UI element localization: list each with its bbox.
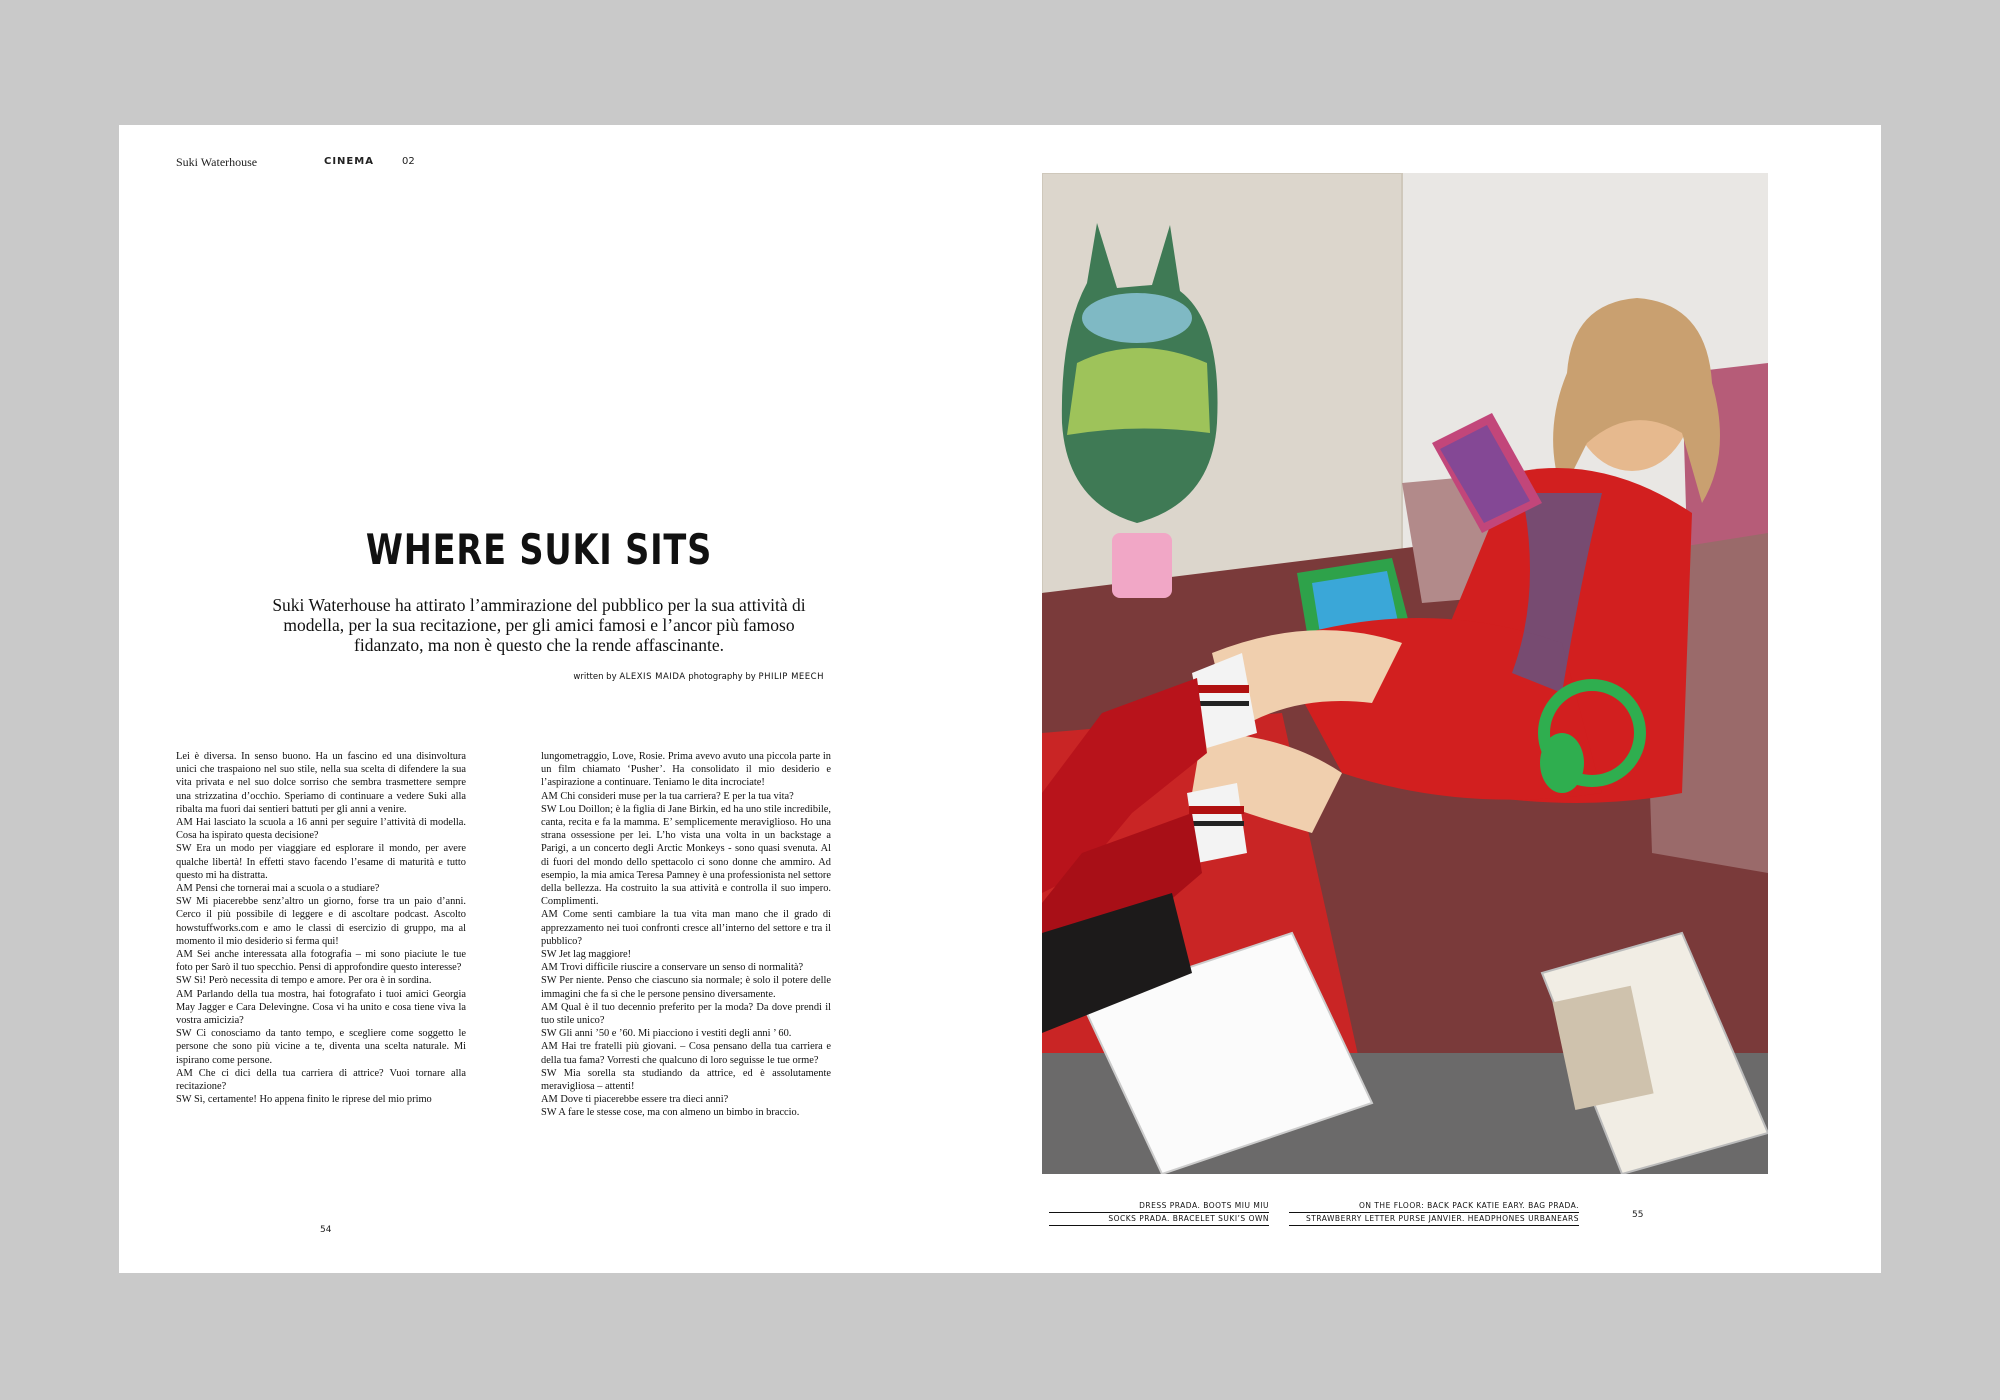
body-paragraph: SW Mi piacerebbe senz’altro un giorno, forse tra un paio d’anni. Cerco il più possibile di leggere e di ascoltare podcast. Ascolto howstuffworks.com e amo le classi di esercizio di gruppo, ma al momento il mio desiderio si ferma qui! (176, 896, 466, 947)
body-paragraph: SW Era un modo per viaggiare ed esplorare il mondo, per avere qualche libertà! In effetti stavo facendo l’esame di maturità e tutto questo mi ha distratta. (176, 843, 466, 881)
page-number-right: 55 (1632, 1210, 1644, 1220)
body-paragraph: AM Chi consideri muse per la tua carriera? E per la tua vita? (541, 790, 794, 802)
caption-line: SOCKS PRADA. BRACELET SUKI’S OWN (1049, 1213, 1269, 1226)
article-title: WHERE SUKI SITS (365, 525, 713, 574)
article-credits (254, 672, 824, 682)
body-paragraph: SW A fare le stesse cose, ma con almeno un bimbo in braccio. (541, 1107, 800, 1119)
credit-photographer: PHILIP MEECH (758, 672, 824, 682)
caption-line: ON THE FLOOR: BACK PACK KATIE EARY. BAG PRADA. (1289, 1200, 1579, 1213)
body-paragraph: SW Jet lag maggiore! (541, 949, 632, 961)
body-paragraph: AM Qual è il tuo decennio preferito per la moda? Da dove prendi il tuo stile unico? (541, 1001, 831, 1027)
photo-caption-outfit (1049, 1200, 1269, 1226)
body-paragraph: SW Per niente. Penso che ciascuno sia normale; è solo il potere delle immagini che fa sì che le persone pensino diversamente. (541, 975, 831, 1000)
caption-line: DRESS PRADA. BOOTS MIU MIU (1049, 1200, 1269, 1213)
body-paragraph: AM Trovi difficile riuscire a conservare un senso di normalità? (541, 962, 804, 974)
credit-written-by-label: written by (573, 672, 617, 682)
body-paragraph: SW Ci conosciamo da tanto tempo, e scegliere come soggetto le persone che sono più vicine a te, diventa una scelta naturale. Mi ispirano come persone. (176, 1028, 466, 1066)
body-paragraph: SW Gli anni ’50 e ’60. Mi piacciono i vestiti degli anni ’ 60. (541, 1028, 792, 1040)
body-paragraph: SW Sì! Però necessita di tempo e amore. Per ora è in sordina. (176, 975, 432, 987)
header-section-number: 02 (402, 156, 415, 167)
body-column-right (541, 750, 831, 1120)
body-paragraph: Lei è diversa. In senso buono. Ha un fascino ed una disinvoltura unici che traspaiono nel suo stile, nella sua scelta di difendere la sua vita privata e nel suo dolce sorriso che sembra trasmettere sempre una strizzatina d’occhio. Speriamo di continuare a vedere Suki alla ribalta ma fuori dai sentieri battuti per gli anni a venire. (176, 751, 466, 815)
body-paragraph: lungometraggio, Love, Rosie. Prima avevo avuto una piccola parte in un film chiamato ‘Pusher’. Ha consolidato il mio desiderio e l’aspirazione a continuare. Teniamo le dita incrociate! (541, 751, 831, 789)
body-paragraph: AM Che ci dici della tua carriera di attrice? Vuoi tornare alla recitazione? (176, 1067, 466, 1093)
body-paragraph: AM Hai tre fratelli più giovani. – Cosa pensano della tua carriera e della tua fama? Vorresti che qualcuno di loro seguisse le tue orme? (541, 1041, 831, 1066)
credit-photography-by-label: photography by (688, 672, 756, 682)
body-paragraph: AM Dove ti piacerebbe essere tra dieci anni? (541, 1094, 729, 1106)
photo-caption-floor (1289, 1200, 1579, 1226)
body-paragraph: AM Pensi che tornerai mai a scuola o a studiare? (176, 883, 380, 895)
body-paragraph: SW Mia sorella sta studiando da attrice, ed è assolutamente meravigliosa – attenti! (541, 1067, 831, 1093)
header-subject-name: Suki Waterhouse (176, 155, 258, 169)
body-paragraph: AM Sei anche interessata alla fotografia – mi sono piaciute le tue foto per Sarò il tuo specchio. Pensi di approfondire questo interesse? (176, 949, 466, 974)
editorial-photo (1042, 173, 1768, 1174)
caption-line: STRAWBERRY LETTER PURSE JANVIER. HEADPHONES URBANEARS (1289, 1213, 1579, 1226)
body-paragraph: SW Sì, certamente! Ho appena finito le riprese del mio primo (176, 1094, 432, 1106)
magazine-spread (119, 125, 1881, 1273)
page-number-left: 54 (320, 1225, 332, 1235)
header-section-label: CINEMA (324, 156, 374, 167)
body-paragraph: AM Parlando della tua mostra, hai fotografato i tuoi amici Georgia May Jagger e Cara Delevingne. Cosa vi ha unito e cosa tiene viva la vostra amicizia? (176, 988, 466, 1027)
body-paragraph: SW Lou Doillon; è la figlia di Jane Birkin, ed ha uno stile incredibile, canta, recita e fa la mamma. E’ semplicemente meraviglioso. Ho una strana ossessione per lei. L’ho vista una volta in un backstage a Parigi, a un concerto degli Arctic Monkeys - sono quasi svenuta. Al di fuori del mondo dello spettacolo ci sono donne che ammiro. Ad esempio, la mia amica Teresa Pamney è una professionista nel settore della bellezza. Ha costruito la sua attività e controlla il suo impero. Complimenti. (541, 803, 831, 908)
article-standfirst: Suki Waterhouse ha attirato l’ammirazione del pubblico per la sua attività di modella, per la sua recitazione, per gli amici famosi e l’ancor più famoso fidanzato, ma non è questo che la rende affascinante. (272, 595, 806, 655)
body-column-left (176, 750, 466, 1106)
body-paragraph: AM Hai lasciato la scuola a 16 anni per seguire l’attività di modella. Cosa ha ispirato questa decisione? (176, 817, 466, 842)
body-paragraph: AM Come senti cambiare la tua vita man mano che il grado di apprezzamento nei tuoi confronti cresce all’interno del settore e tra il pubblico? (541, 909, 831, 947)
credit-writer: ALEXIS MAIDA (619, 672, 686, 682)
